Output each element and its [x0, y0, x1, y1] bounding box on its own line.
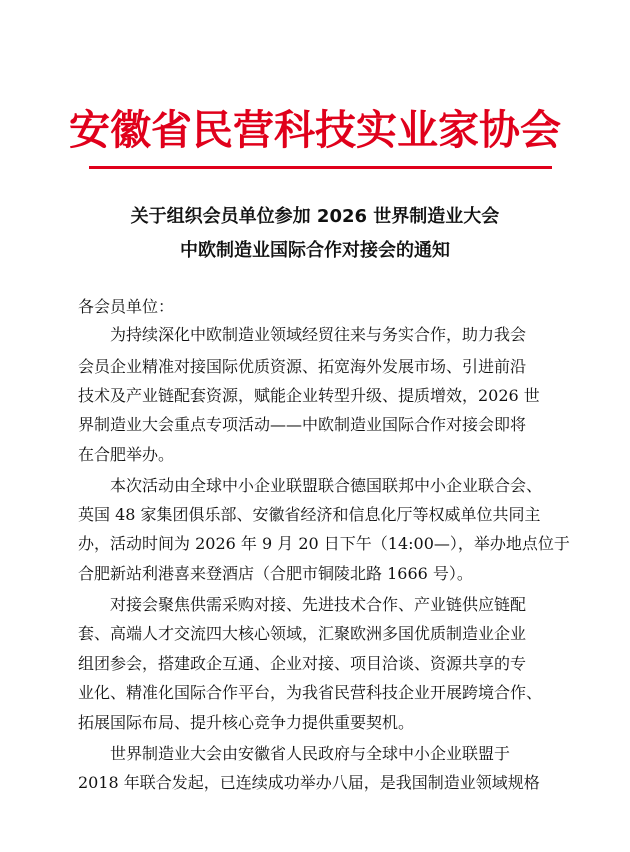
- body-line: 技术及产业链配套资源，赋能企业转型升级、提质增效，2026 世: [78, 386, 540, 405]
- org-letterhead: 安徽省民营科技实业家协会: [69, 106, 561, 154]
- body-line: 在合肥举办。: [78, 445, 175, 464]
- salutation: 各会员单位：: [78, 297, 175, 316]
- body-line: 英国 48 家集团俱乐部、安徽省经济和信息化厅等权威单位共同主: [78, 505, 541, 524]
- body-line: 2018 年联合发起，已连续成功举办八届，是我国制造业领域规格: [78, 773, 540, 792]
- notice-title-line-2: 中欧制造业国际合作对接会的通知: [180, 240, 450, 261]
- body-line: 合肥新站利港喜来登酒店（合肥市铜陵北路 1666 号）。: [78, 564, 473, 583]
- notice-title-line-1: 关于组织会员单位参加 2026 世界制造业大会: [130, 206, 500, 227]
- body-line: 办，活动时间为 2026 年 9 月 20 日下午（14:00—），举办地点位于: [78, 534, 570, 553]
- body-line: 组团参会，搭建政企互通、企业对接、项目洽谈、资源共享的专: [78, 654, 527, 673]
- body-line: 套、高端人才交流四大核心领域，汇聚欧洲多国优质制造业企业: [78, 624, 527, 643]
- body-line: 会员企业精准对接国际优质资源、拓宽海外发展市场、引进前沿: [78, 357, 527, 376]
- body-line: 拓展国际布局、提升核心竞争力提供重要契机。: [78, 713, 415, 732]
- letterhead-red-rule: [89, 166, 552, 169]
- body-line: 本次活动由全球中小企业联盟联合德国联邦中小企业联合会、: [110, 476, 543, 495]
- body-line: 为持续深化中欧制造业领域经贸往来与务实合作，助力我会: [110, 325, 527, 344]
- body-line: 世界制造业大会由安徽省人民政府与全球中小企业联盟于: [110, 744, 511, 763]
- body-line: 界制造业大会重点专项活动——中欧制造业国际合作对接会即将: [78, 415, 527, 434]
- body-line: 业化、精准化国际合作平台，为我省民营科技企业开展跨境合作、: [78, 683, 543, 702]
- body-line: 对接会聚焦供需采购对接、先进技术合作、产业链供应链配: [110, 595, 527, 614]
